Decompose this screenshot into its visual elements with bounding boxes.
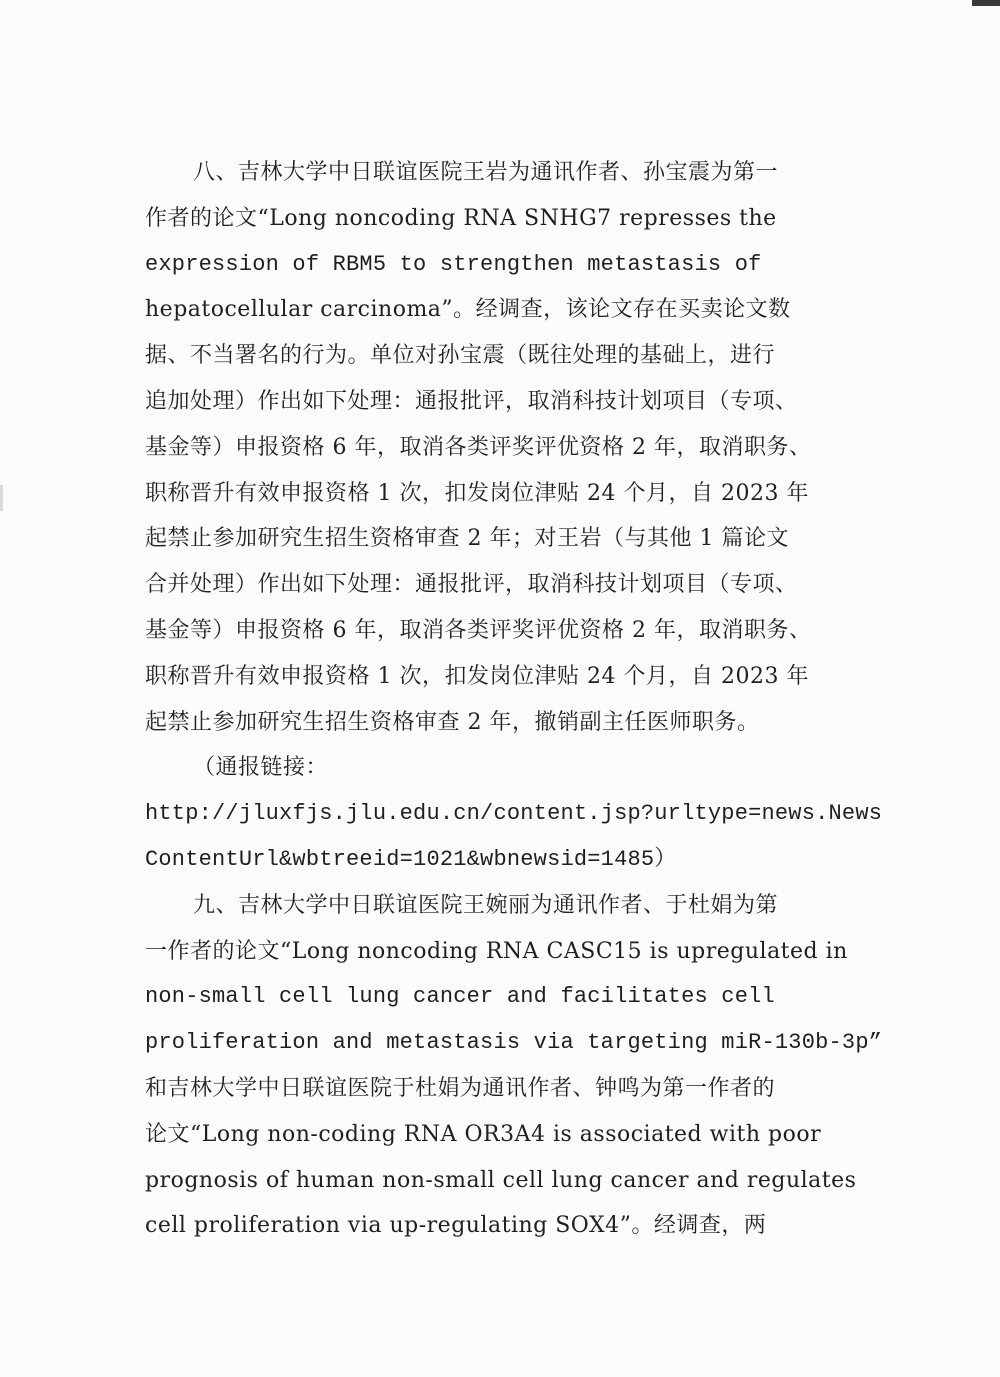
paragraph-eight-line-13: 起禁止参加研究生招生资格审查 2 年，撤销副主任医师职务。 bbox=[145, 709, 760, 735]
paragraph-nine-line-6: 论文“Long non-coding RNA OR3A4 is associated with poor bbox=[145, 1121, 822, 1147]
paragraph-nine-line-7: prognosis of human non-small cell lung cancer and regulates bbox=[145, 1167, 857, 1193]
paragraph-nine-line-4: proliferation and metastasis via targeting miR-130b-3p” bbox=[145, 1030, 883, 1056]
scan-corner-mark bbox=[972, 0, 1000, 6]
paragraph-eight-line-1: 八、吉林大学中日联谊医院王岩为通讯作者、孙宝震为第一 bbox=[193, 160, 779, 185]
paragraph-eight-line-4: hepatocellular carcinoma”。经调查，该论文存在买卖论文数 bbox=[145, 297, 791, 323]
paragraph-eight-line-9: 起禁止参加研究生招生资格审查 2 年；对王岩（与其他 1 篇论文 bbox=[145, 526, 789, 552]
notice-link-url-part-2[interactable]: ContentUrl&wbtreeid=1021&wbnewsid=1485） bbox=[145, 846, 677, 872]
paragraph-nine-line-1: 九、吉林大学中日联谊医院王婉丽为通讯作者、于杜娟为第 bbox=[193, 892, 779, 918]
paragraph-eight-line-6: 追加处理）作出如下处理：通报批评，取消科技计划项目（专项、 bbox=[145, 388, 798, 414]
document-body bbox=[145, 150, 883, 1249]
paragraph-eight-line-10: 合并处理）作出如下处理：通报批评，取消科技计划项目（专项、 bbox=[145, 572, 798, 598]
scan-edge-mark bbox=[0, 485, 3, 511]
paragraph-eight-line-2: 作者的论文“Long noncoding RNA SNHG7 represses the bbox=[145, 205, 777, 231]
paragraph-eight-line-5: 据、不当署名的行为。单位对孙宝震（既往处理的基础上，进行 bbox=[145, 343, 776, 369]
paragraph-eight-line-7: 基金等）申报资格 6 年，取消各类评奖评优资格 2 年，取消职务、 bbox=[145, 434, 812, 460]
paragraph-eight-line-11: 基金等）申报资格 6 年，取消各类评奖评优资格 2 年，取消职务、 bbox=[145, 617, 812, 643]
notice-link-label: （通报链接： bbox=[193, 755, 329, 781]
paragraph-eight-line-12: 职称晋升有效申报资格 1 次，扣发岗位津贴 24 个月，自 2023 年 bbox=[145, 663, 809, 689]
paragraph-nine-line-8: cell proliferation via up-regulating SOX4”。经调查，两 bbox=[145, 1213, 767, 1239]
paragraph-eight-line-8: 职称晋升有效申报资格 1 次，扣发岗位津贴 24 个月，自 2023 年 bbox=[145, 480, 809, 506]
paragraph-eight-line-3: expression of RBM5 to strengthen metastasis of bbox=[145, 251, 762, 277]
paragraph-nine-line-5: 和吉林大学中日联谊医院于杜娟为通讯作者、钟鸣为第一作者的 bbox=[145, 1075, 776, 1101]
paragraph-nine-line-2: 一作者的论文“Long noncoding RNA CASC15 is upregulated in bbox=[145, 938, 848, 964]
notice-link-url-part-1[interactable]: http://jluxfjs.jlu.edu.cn/content.jsp?urltype=news.News bbox=[145, 801, 883, 827]
paragraph-nine-line-3: non-small cell lung cancer and facilitates cell bbox=[145, 984, 775, 1010]
